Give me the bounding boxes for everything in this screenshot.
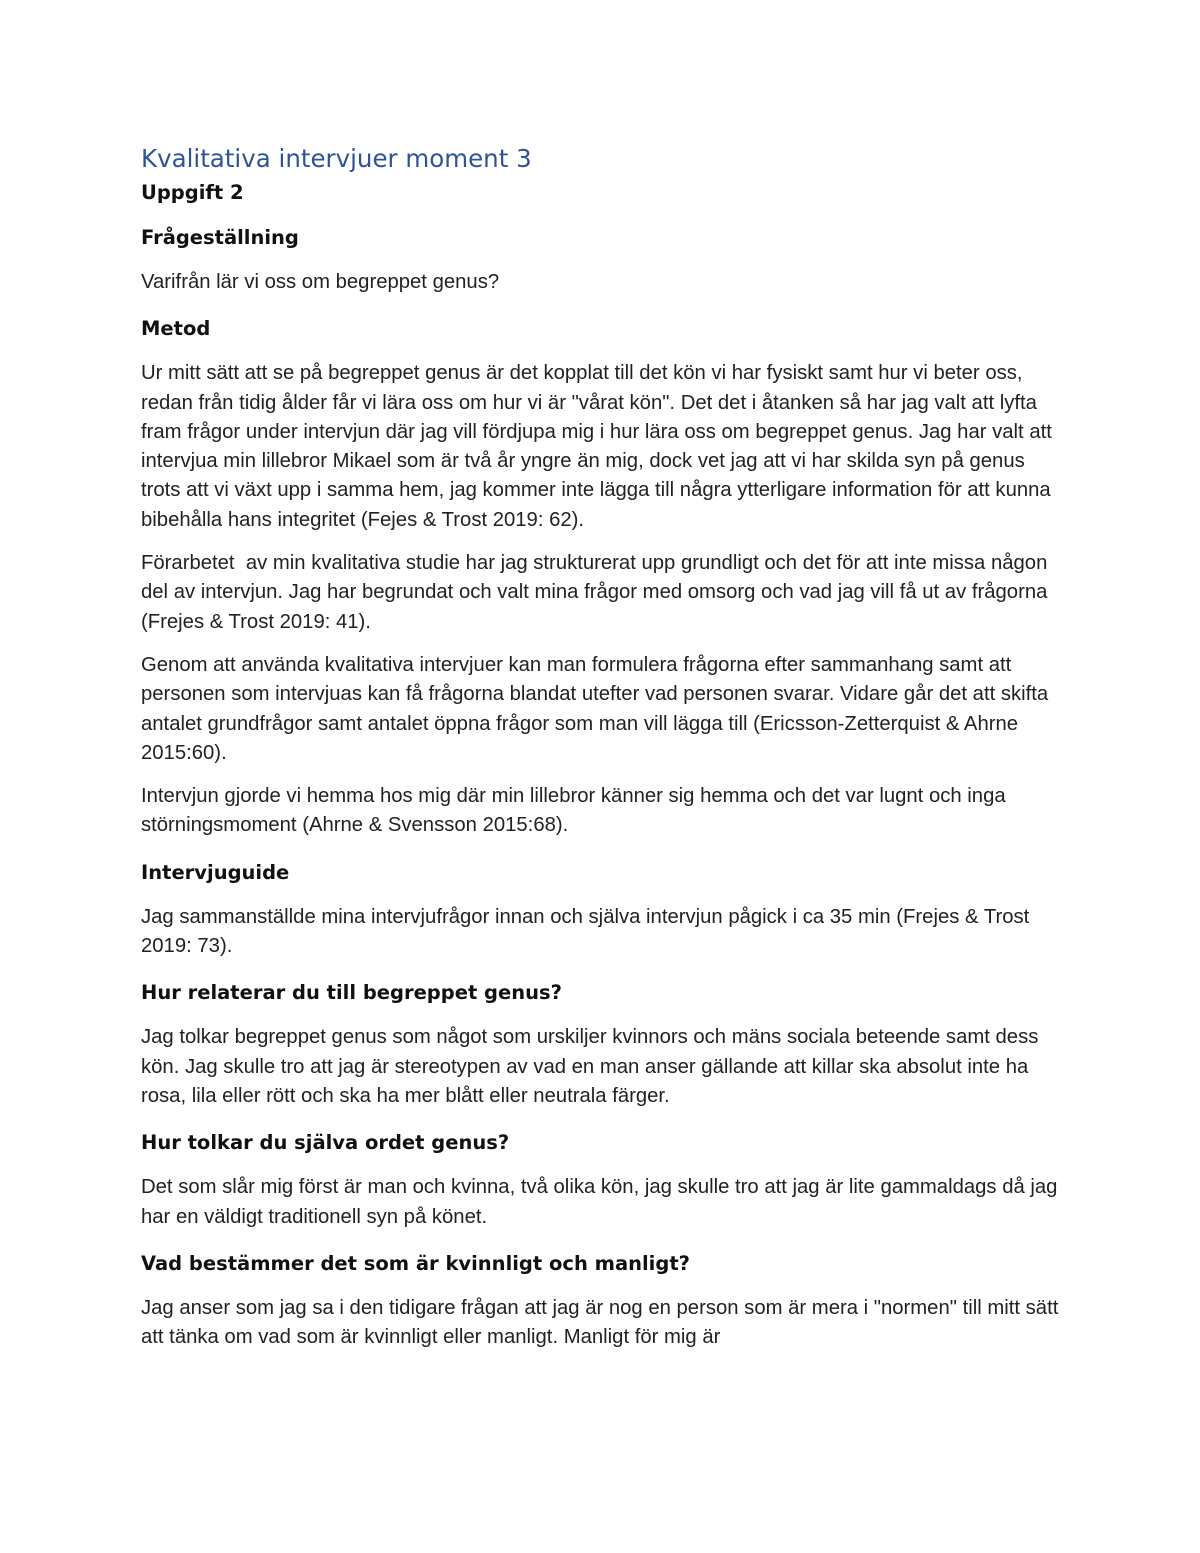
answer-paragraph-2: Det som slår mig först är man och kvinna, två olika kön, jag skulle tro att jag är lite gammaldags då jag har en väldigt traditionell syn på könet. [141,1176,1064,1228]
section-heading-metod: Metod [141,317,211,341]
question-heading-2: Hur tolkar du själva ordet genus? [141,1131,510,1155]
section-heading-intervjuguide: Intervjuguide [141,860,290,884]
document-body [141,142,1065,1352]
document-title: Kvalitativa intervjuer moment 3 [141,144,532,173]
section-heading-fragestallning: Frågeställning [141,226,299,249]
question-heading-1: Hur relaterar du till begreppet genus? [141,981,562,1005]
question-heading-3: Vad bestämmer det som är kvinnligt och manligt? [141,1251,690,1275]
method-paragraph-4: Intervjun gjorde vi hemma hos mig där min lillebror känner sig hemma och det var lugnt och inga störningsmoment (Ahrne & Svensson 2015:68). [141,785,1012,837]
method-paragraph-1: Ur mitt sätt att se på begreppet genus är det kopplat till det kön vi har fysiskt samt hur vi beter oss, redan från tidig ålder får vi lära oss om hur vi är "vårat kön". Det det i åtanken så har jag valt att lyfta fram frågor under intervjun där jag vill fördjupa mig i hur lära oss om begreppet genus. Jag har valt att intervjua min lillebror Mikael som är två år yngre än mig, dock vet jag att vi har skilda syn på genus trots att vi växt upp i samma hem, jag kommer inte lägga till några ytterligare information för att kunna bibehålla hans integritet (Fejes & Trost 2019: 62). [141,362,1058,531]
research-question-paragraph: Varifrån lär vi oss om begreppet genus? [141,271,500,293]
method-paragraph-3: Genom att använda kvalitativa intervjuer kan man formulera frågorna efter sammanhang samt att personen som intervjuas kan få frågorna blandat utefter vad personen svarar. Vidare går det att skifta antalet grundfrågor samt antalet öppna frågor som man vill lägga till (Ericsson-Zetterquist & Ahrne 2015:60). [141,653,1054,764]
assignment-label: Uppgift 2 [141,181,244,204]
answer-paragraph-3: Jag anser som jag sa i den tidigare frågan att jag är nog en person som är mera i "normen" till mitt sätt att tänka om vad som är kvinnligt eller manligt. Manligt för mig är [141,1296,1065,1349]
method-paragraph-2: Förarbetet av min kvalitativa studie har jag strukturerat upp grundligt och det för att inte missa någon del av intervjun. Jag har begrundat och valt mina frågor med omsorg och vad jag vill få ut av frågorna (Frejes & Trost 2019: 41). [141,552,1054,633]
interview-guide-paragraph: Jag sammanställde mina intervjufrågor innan och själva intervjun pågick i ca 35 min (Frejes & Trost 2019: 73). [141,905,1035,958]
answer-paragraph-1: Jag tolkar begreppet genus som något som urskiljer kvinnors och mäns sociala beteende samt dess kön. Jag skulle tro att jag är stereotypen av vad en man anser gällande att killar ska absolut inte ha rosa, lila eller rött och ska ha mer blått eller neutrala färger. [141,1026,1044,1107]
